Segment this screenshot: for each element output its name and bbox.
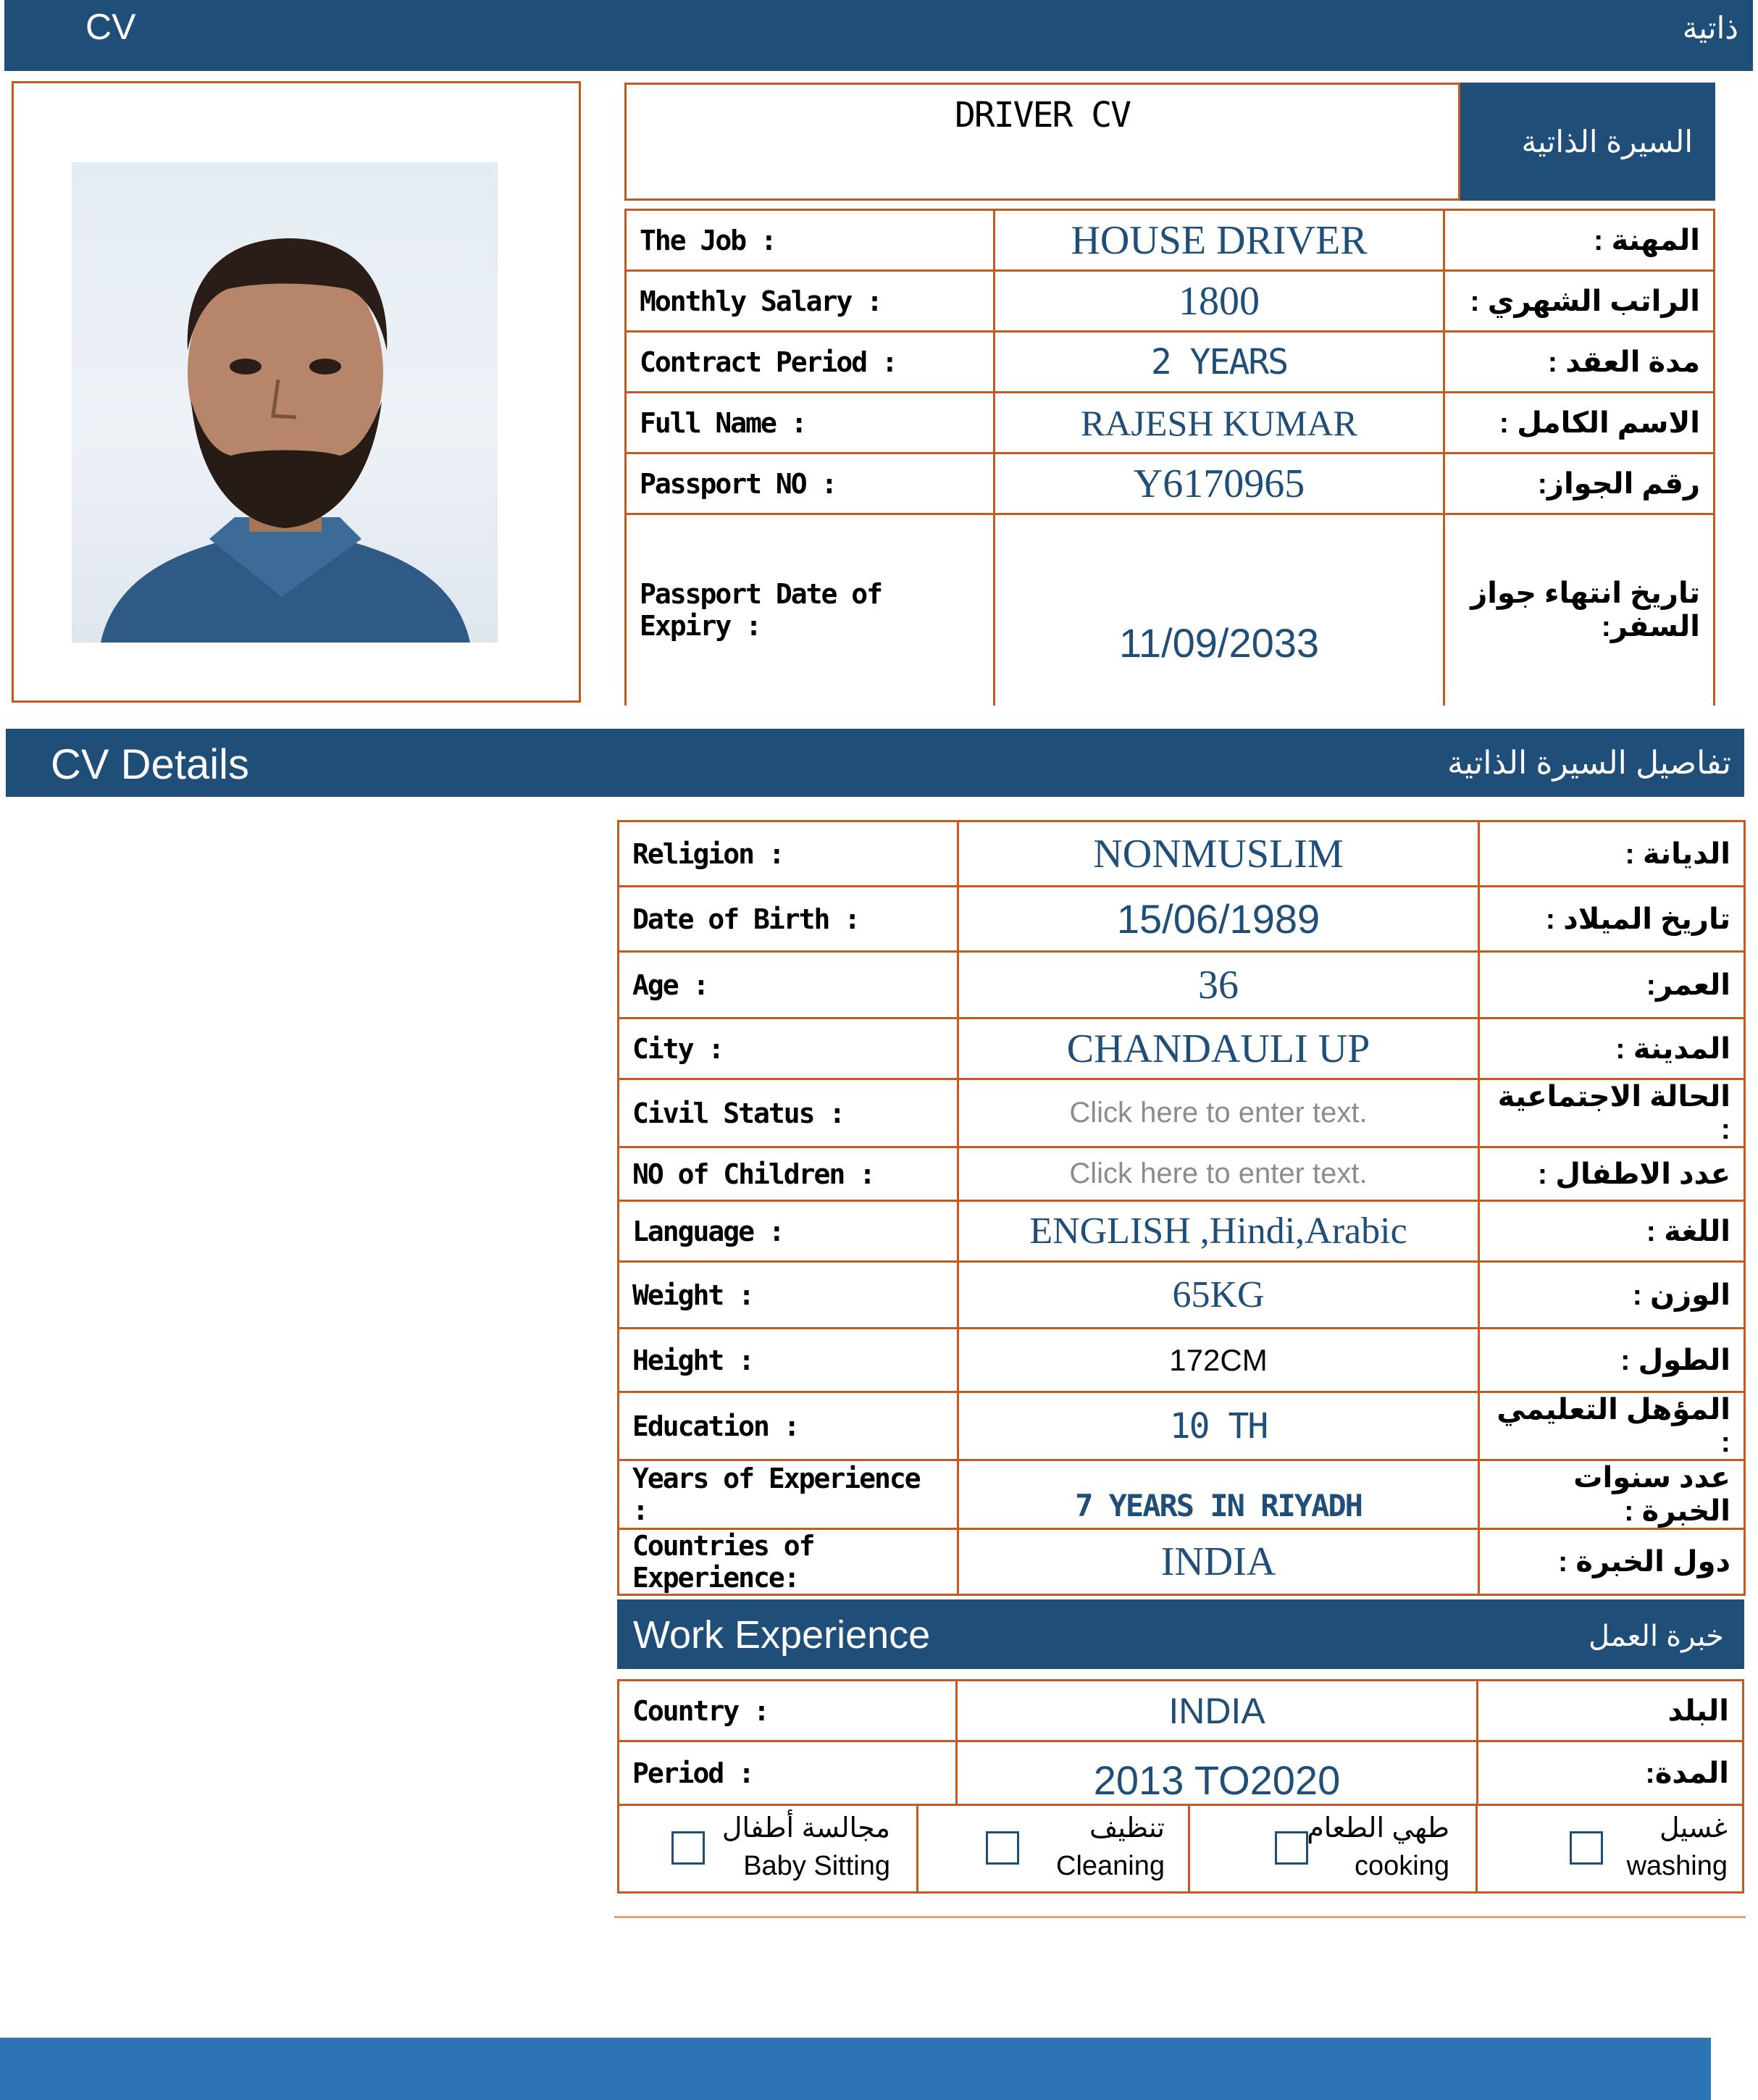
skill-cleaning-label: Cleaning <box>1056 1851 1165 1881</box>
children-field[interactable]: Click here to enter text. <box>958 1147 1479 1201</box>
passport-arabic: رقم الجواز: <box>1444 453 1715 514</box>
skill-baby-sitting-arabic: مجالسة أطفال <box>721 1813 890 1844</box>
work-country-value: INDIA <box>957 1681 1478 1741</box>
contract-arabic: مدة العقد : <box>1444 332 1715 393</box>
skill-cooking[interactable] <box>1188 1804 1478 1891</box>
fullname-value: RAJESH KUMAR <box>995 393 1444 453</box>
passport-label: Passport NO : <box>626 453 995 514</box>
skills-row <box>617 1804 1744 1894</box>
countries-row <box>619 1529 1745 1595</box>
city-value: CHANDAULI UP <box>958 1018 1479 1079</box>
language-row <box>619 1201 1745 1262</box>
weight-value: 65KG <box>958 1262 1479 1329</box>
children-row <box>619 1147 1745 1201</box>
divider-line <box>614 1916 1746 1918</box>
skill-cleaning-arabic: تنظيف <box>1089 1813 1165 1844</box>
civil-status-field[interactable]: Click here to enter text. <box>958 1079 1479 1147</box>
religion-row <box>619 821 1745 887</box>
dob-label: Date of Birth : <box>619 887 958 952</box>
height-value: 172CM <box>958 1329 1479 1392</box>
city-label: City : <box>619 1018 958 1079</box>
age-value: 36 <box>958 952 1479 1018</box>
language-arabic: اللغة : <box>1479 1201 1745 1262</box>
expiry-row <box>626 514 1715 706</box>
details-band <box>6 729 1744 797</box>
salary-arabic: الراتب الشهري : <box>1444 271 1715 332</box>
fullname-arabic: الاسم الكامل : <box>1444 393 1715 453</box>
work-period-label: Period : <box>619 1741 957 1805</box>
work-country-row <box>619 1681 1744 1741</box>
height-label: Height : <box>619 1329 958 1392</box>
weight-arabic: الوزن : <box>1479 1262 1745 1329</box>
religion-arabic: الديانة : <box>1479 821 1745 887</box>
contract-row <box>626 332 1715 393</box>
job-label: The Job : <box>626 210 995 271</box>
experience-years-value: 7 YEARS IN RIYADH <box>958 1460 1479 1529</box>
skill-cooking-arabic: طهي الطعام <box>1307 1813 1449 1844</box>
height-row <box>619 1329 1745 1392</box>
civil-status-row <box>619 1079 1745 1147</box>
cv-arabic-title-cell <box>1460 84 1715 200</box>
cv-arabic-title: السيرة الذاتية <box>1521 125 1693 159</box>
person-silhouette <box>72 162 498 643</box>
contract-label: Contract Period : <box>626 332 995 393</box>
dob-value: 15/06/1989 <box>958 887 1479 952</box>
header-band <box>4 0 1753 71</box>
language-label: Language : <box>619 1201 958 1262</box>
job-row <box>626 210 1715 271</box>
expiry-arabic: تاريخ انتهاء جواز السفر: <box>1444 514 1715 706</box>
education-value: 10 TH <box>958 1392 1479 1460</box>
height-arabic: الطول : <box>1479 1329 1745 1392</box>
weight-label: Weight : <box>619 1262 958 1329</box>
salary-row <box>626 271 1715 332</box>
expiry-value: 11/09/2033 <box>995 514 1444 706</box>
age-arabic: العمر: <box>1479 952 1745 1018</box>
passport-value: Y6170965 <box>995 453 1444 514</box>
checkbox-icon[interactable] <box>671 1831 705 1865</box>
person-photo <box>72 162 498 643</box>
dob-row <box>619 887 1745 952</box>
salary-label: Monthly Salary : <box>626 271 995 332</box>
dob-arabic: تاريخ الميلاد : <box>1479 887 1745 952</box>
children-arabic: عدد الاطفال : <box>1479 1147 1745 1201</box>
details-table <box>617 820 1746 1596</box>
job-info-table <box>624 209 1715 706</box>
photo-frame <box>12 81 581 703</box>
experience-years-arabic: عدد سنوات الخبرة : <box>1479 1460 1745 1529</box>
countries-arabic: دول الخبرة : <box>1479 1529 1745 1595</box>
education-row <box>619 1392 1745 1460</box>
work-experience-band <box>617 1599 1744 1669</box>
children-label: NO of Children : <box>619 1147 958 1201</box>
skill-baby-sitting[interactable] <box>619 1804 918 1891</box>
religion-value: NONMUSLIM <box>958 821 1479 887</box>
checkbox-icon[interactable] <box>1570 1831 1603 1865</box>
details-arabic: تفاصيل السيرة الذاتية <box>1447 745 1731 781</box>
age-label: Age : <box>619 952 958 1018</box>
weight-row <box>619 1262 1745 1329</box>
expiry-label: Passport Date of Expiry : <box>626 514 995 706</box>
cv-label: CV <box>85 7 136 47</box>
experience-years-row <box>619 1460 1745 1529</box>
city-arabic: المدينة : <box>1479 1018 1745 1079</box>
contract-value: 2 YEARS <box>995 332 1444 393</box>
header-arabic-title: ذاتية <box>1682 11 1738 45</box>
footer-band <box>0 2038 1711 2100</box>
cv-title: DRIVER CV <box>954 95 1131 135</box>
fullname-label: Full Name : <box>626 393 995 453</box>
details-title: CV Details <box>51 741 249 788</box>
passport-row <box>626 453 1715 514</box>
work-period-row <box>619 1741 1744 1805</box>
education-arabic: المؤهل التعليمي : <box>1479 1392 1745 1460</box>
cv-title-cell <box>626 84 1460 200</box>
work-experience-table <box>617 1679 1744 1806</box>
skill-cleaning[interactable] <box>916 1804 1190 1891</box>
checkbox-icon[interactable] <box>1275 1831 1308 1865</box>
skill-washing-arabic: غسيل <box>1659 1813 1728 1844</box>
countries-value: INDIA <box>958 1529 1479 1595</box>
civil-status-label: Civil Status : <box>619 1079 958 1147</box>
checkbox-icon[interactable] <box>986 1831 1019 1865</box>
skill-baby-sitting-label: Baby Sitting <box>743 1851 890 1881</box>
work-experience-title: Work Experience <box>633 1613 931 1657</box>
work-experience-arabic: خبرة العمل <box>1589 1620 1724 1652</box>
religion-label: Religion : <box>619 821 958 887</box>
job-arabic: المهنة : <box>1444 210 1715 271</box>
work-country-arabic: البلد <box>1478 1681 1744 1741</box>
city-row <box>619 1018 1745 1079</box>
language-value: ENGLISH ,Hindi,Arabic <box>958 1201 1479 1262</box>
skill-cooking-label: cooking <box>1355 1851 1449 1881</box>
skill-washing-label: washing <box>1626 1851 1728 1881</box>
top-info-table <box>624 83 1715 201</box>
work-period-arabic: المدة: <box>1478 1741 1744 1805</box>
education-label: Education : <box>619 1392 958 1460</box>
fullname-row <box>626 393 1715 453</box>
work-period-value: 2013 TO2020 <box>957 1741 1478 1805</box>
age-row <box>619 952 1745 1018</box>
countries-label: Countries of Experience: <box>619 1529 958 1595</box>
skill-washing[interactable] <box>1476 1804 1746 1891</box>
job-value: HOUSE DRIVER <box>995 210 1444 271</box>
experience-years-label: Years of Experience : <box>619 1460 958 1529</box>
civil-status-arabic: الحالة الاجتماعية : <box>1479 1079 1745 1147</box>
salary-value: 1800 <box>995 271 1444 332</box>
work-country-label: Country : <box>619 1681 957 1741</box>
